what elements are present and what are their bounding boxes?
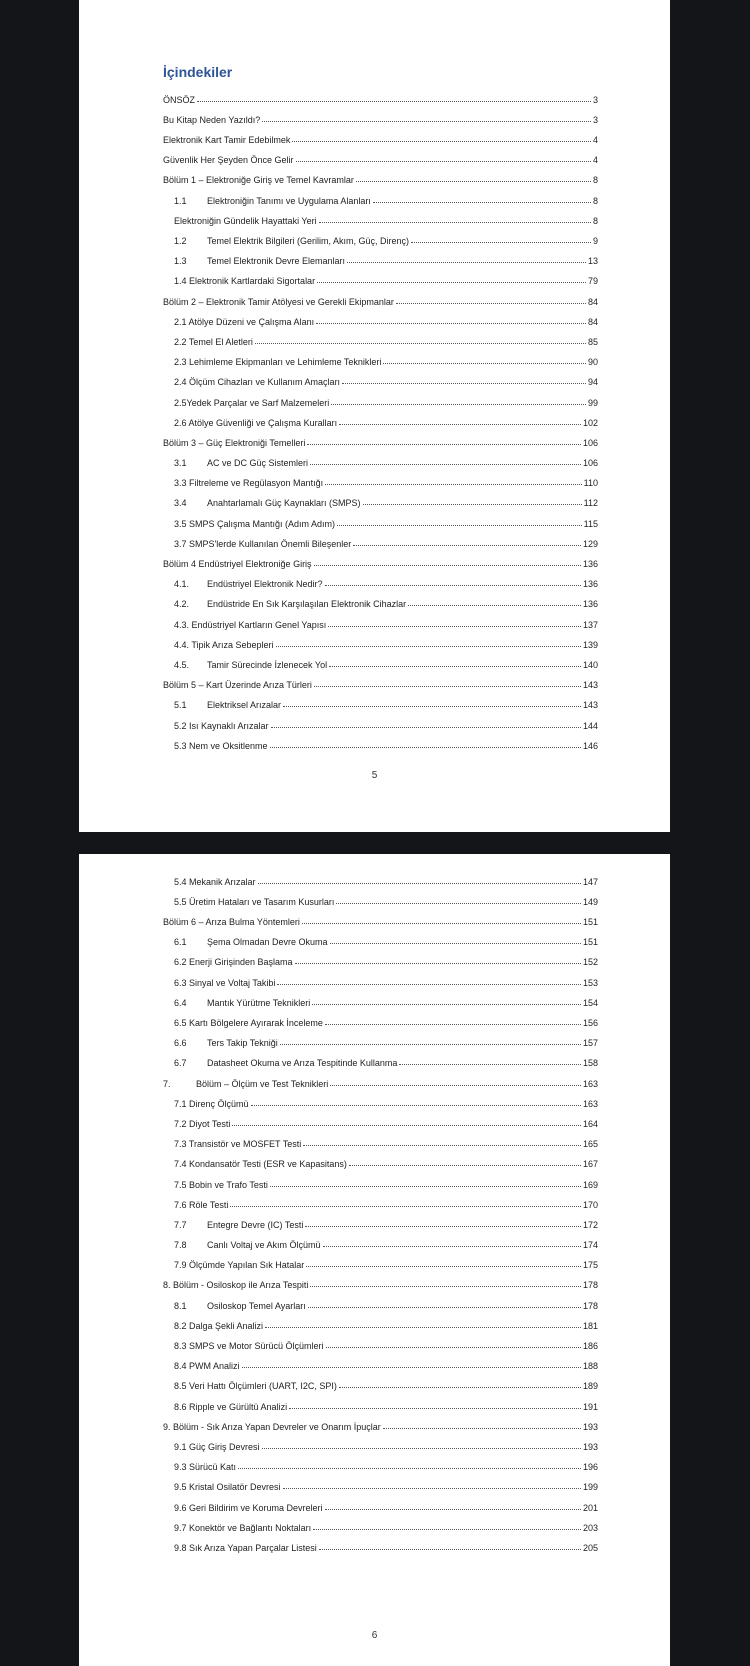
dot-leader: [307, 444, 581, 445]
toc-entry-title: 1.4 Elektronik Kartlardaki Sigortalar: [174, 276, 316, 287]
toc-entry-number: 5.1: [174, 700, 187, 711]
toc-entry: [163, 1048, 598, 1068]
toc-entry-page: 4: [592, 135, 598, 146]
dot-leader: [349, 1165, 581, 1166]
toc-entry: [163, 206, 598, 226]
toc-entry-page: 147: [582, 876, 598, 887]
toc-entry: [163, 1311, 598, 1331]
toc-entry-title: Bölüm 4 Endüstriyel Elektroniğe Giriş: [163, 559, 312, 569]
toc-entry: [163, 690, 598, 710]
toc-entry-page: 181: [582, 1320, 598, 1331]
toc-entry-page: 178: [582, 1280, 598, 1291]
toc-entry-title: 7.3 Transistör ve MOSFET Testi: [174, 1139, 302, 1150]
dot-leader: [262, 121, 591, 122]
toc-entry-page: 3: [592, 94, 598, 105]
toc-entry: [163, 286, 598, 306]
toc-entry: [163, 988, 598, 1008]
dot-leader: [276, 646, 581, 647]
toc-entry-number: 4.1.: [174, 579, 190, 590]
toc-entry-page: 157: [582, 1038, 598, 1049]
toc-entry-page: 8: [592, 195, 598, 206]
toc-entry-title: 6.2 Enerji Girişinden Başlama: [174, 957, 293, 968]
dot-leader: [283, 1488, 581, 1489]
toc-entry-title: Bölüm 1 – Elektroniğe Giriş ve Temel Kavramlar: [163, 175, 354, 186]
toc-entry-page: 137: [582, 619, 598, 630]
dot-leader: [314, 565, 581, 566]
toc-entry-title: 5.5 Üretim Hataları ve Tasarım Kusurları: [174, 896, 335, 907]
toc-entry-title: Bölüm – Ölçüm ve Test Teknikleri: [196, 1078, 329, 1089]
toc-entry-title: Temel Elektronik Devre Elemanları: [207, 256, 346, 267]
toc-entry-page: 149: [582, 896, 598, 907]
toc-entry: [163, 867, 598, 887]
toc-entry: [163, 1270, 598, 1290]
toc-entry-title: Şema Olmadan Devre Okuma: [207, 937, 328, 948]
toc-entry-page: 188: [582, 1361, 598, 1372]
toc-entry-page: 143: [582, 700, 598, 711]
toc-entry-title: 6.3 Sinyal ve Voltaj Takibi: [174, 977, 276, 988]
toc-entry: [163, 1068, 598, 1088]
dot-leader: [339, 1387, 581, 1388]
toc-entry: [163, 569, 598, 589]
dot-leader: [373, 202, 591, 203]
toc-entry: [163, 1412, 598, 1432]
toc-entry-title: 8.2 Dalga Şekli Analizi: [174, 1320, 264, 1331]
toc-entry-title: 4.3. Endüstriyel Kartların Genel Yapısı: [174, 619, 327, 630]
toc-entry: [163, 145, 598, 165]
toc-entry: [163, 185, 598, 205]
toc-entry: [163, 1331, 598, 1351]
toc-entry: [163, 1472, 598, 1492]
dot-leader: [319, 222, 591, 223]
toc-entry-page: 8: [592, 175, 598, 186]
dot-leader: [238, 1468, 581, 1469]
toc-entry: [163, 266, 598, 286]
toc-entry-title: 9.6 Geri Bildirim ve Koruma Devreleri: [174, 1502, 323, 1513]
toc-entry: [163, 367, 598, 387]
toc-entry-page: 158: [582, 1058, 598, 1069]
toc-entry-page: 164: [582, 1118, 598, 1129]
toc-entry-page: 156: [582, 1018, 598, 1028]
toc-entry-title: ÖNSÖZ: [163, 94, 196, 105]
dot-leader: [277, 984, 581, 985]
toc-entry-title: 7.6 Röle Testi: [174, 1199, 229, 1210]
toc-entry: [163, 408, 598, 428]
toc-entry-page: 99: [587, 397, 598, 408]
toc-entry: [163, 1089, 598, 1109]
dot-leader: [319, 1549, 581, 1550]
toc-entry-title: 3.3 Filtreleme ve Regülasyon Mantığı: [174, 478, 324, 489]
toc-entry-page: 167: [582, 1159, 598, 1170]
toc-entry: [163, 1028, 598, 1048]
toc-entry-page: 106: [582, 437, 598, 448]
toc-entry-page: 175: [582, 1260, 598, 1271]
page-number: 5: [371, 770, 378, 781]
dot-leader: [323, 1246, 581, 1247]
toc-entry-page: 172: [582, 1219, 598, 1230]
toc-entry-number: 6.6: [174, 1038, 187, 1049]
toc-entry: [163, 1149, 598, 1169]
toc-entry: [163, 907, 598, 927]
toc-entry-title: Bu Kitap Neden Yazıldı?: [163, 114, 261, 125]
toc-entry-title: 3.5 SMPS Çalışma Mantığı (Adım Adım): [174, 518, 336, 529]
toc-entry-title: 2.3 Lehimleme Ekipmanları ve Lehimleme Teknikleri: [174, 357, 382, 368]
toc-entry: [163, 1391, 598, 1411]
toc-entry-title: Canlı Voltaj ve Akım Ölçümü: [207, 1240, 321, 1251]
dot-leader: [356, 181, 591, 182]
toc-entry-title: 5.4 Mekanik Arızalar: [174, 876, 256, 887]
dot-leader: [331, 404, 586, 405]
toc-entry-page: 4: [592, 155, 598, 166]
dot-leader: [271, 727, 581, 728]
toc-entry: [163, 1210, 598, 1230]
toc-entry-title: Anahtarlamalı Güç Kaynakları (SMPS): [207, 498, 361, 509]
toc-entry-title: 8. Bölüm - Osiloskop ile Arıza Tespiti: [163, 1280, 309, 1291]
toc-entry-title: Ters Takip Tekniği: [207, 1038, 278, 1049]
toc-entry-page: 136: [582, 579, 598, 590]
toc-entry: [163, 468, 598, 488]
toc-entry: [163, 927, 598, 947]
dot-leader: [411, 242, 591, 243]
toc-entry-title: Endüstriyel Elektronik Nedir?: [207, 579, 323, 590]
toc-entry: [163, 1129, 598, 1149]
toc-entry: [163, 589, 598, 609]
toc-entry-number: 6.1: [174, 937, 187, 948]
toc-entry-page: 143: [582, 680, 598, 691]
dot-leader: [303, 1145, 581, 1146]
toc-entry: [163, 630, 598, 650]
dot-leader: [317, 282, 586, 283]
toc-entry: [163, 947, 598, 967]
dot-leader: [242, 1367, 581, 1368]
dot-leader: [353, 545, 581, 546]
toc-entry: [163, 1290, 598, 1310]
toc-entry-title: Bölüm 6 – Arıza Bulma Yöntemleri: [163, 917, 300, 928]
dot-leader: [255, 343, 586, 344]
dot-leader: [302, 923, 581, 924]
toc-entry-page: 186: [582, 1341, 598, 1351]
toc-entry-number: 6.7: [174, 1058, 187, 1069]
toc-entry: [163, 1190, 598, 1210]
toc-entry-page: 85: [587, 336, 598, 347]
toc-entry-page: 112: [583, 498, 598, 509]
dot-leader: [306, 1266, 581, 1267]
toc-list: [163, 867, 598, 1553]
toc-entry: [163, 1230, 598, 1250]
toc-entry-page: 178: [582, 1300, 598, 1311]
toc-entry-title: Tamir Sürecinde İzlenecek Yol: [207, 659, 328, 670]
toc-entry-page: 189: [582, 1381, 598, 1392]
dot-leader: [310, 1286, 581, 1287]
toc-entry-title: Entegre Devre (IC) Testi: [207, 1219, 304, 1230]
toc-entry-title: 9.1 Güç Giriş Devresi: [174, 1441, 260, 1452]
toc-entry-number: 7.8: [174, 1240, 187, 1251]
dot-leader: [230, 1206, 581, 1207]
toc-entry-page: 102: [582, 417, 598, 428]
toc-entry-title: 2.4 Ölçüm Cihazları ve Kullanım Amaçları: [174, 377, 341, 388]
toc-entry: [163, 1250, 598, 1270]
toc-entry: [163, 448, 598, 468]
toc-entry-page: 170: [582, 1199, 598, 1210]
toc-entry-title: 2.5Yedek Parçalar ve Sarf Malzemeleri: [174, 397, 330, 408]
toc-entry-title: 7.1 Direnç Ölçümü: [174, 1098, 249, 1109]
toc-entry-title: 9. Bölüm - Sık Arıza Yapan Devreler ve Onarım İpuçlar: [163, 1421, 381, 1432]
dot-leader: [270, 747, 581, 748]
dot-leader: [326, 1347, 581, 1348]
dot-leader: [295, 963, 581, 964]
toc-entry: [163, 529, 598, 549]
toc-entry-title: Mantık Yürütme Teknikleri: [207, 997, 311, 1008]
toc-entry-title: 7.9 Ölçümde Yapılan Sık Hatalar: [174, 1260, 305, 1271]
toc-entry: [163, 710, 598, 730]
toc-entry-title: 9.8 Sık Arıza Yapan Parçalar Listesi: [174, 1542, 317, 1553]
dot-leader: [339, 424, 581, 425]
toc-entry-page: 146: [582, 740, 598, 751]
dot-leader: [342, 383, 586, 384]
dot-leader: [197, 101, 591, 102]
dot-leader: [313, 1529, 581, 1530]
toc-entry-page: 84: [587, 316, 598, 327]
toc-entry: [163, 1351, 598, 1371]
document-page-6: [79, 854, 670, 1666]
toc-entry: [163, 125, 598, 145]
page-number: 6: [371, 1630, 378, 1641]
toc-entry: [163, 1169, 598, 1189]
toc-entry-page: 153: [582, 977, 598, 988]
toc-entry: [163, 428, 598, 448]
toc-entry: [163, 347, 598, 367]
document-page-5: [79, 0, 670, 832]
toc-entry: [163, 165, 598, 185]
dot-leader: [292, 141, 591, 142]
dot-leader: [289, 1408, 581, 1409]
toc-entry-page: 152: [582, 957, 598, 968]
toc-entry-page: 191: [582, 1401, 598, 1412]
dot-leader: [308, 1307, 581, 1308]
dot-leader: [310, 464, 581, 465]
toc-entry-title: 7.5 Bobin ve Trafo Testi: [174, 1179, 268, 1190]
toc-entry-page: 94: [587, 377, 598, 388]
toc-entry-page: 129: [582, 538, 598, 549]
toc-entry-title: 2.2 Temel El Aletleri: [174, 336, 253, 347]
dot-leader: [399, 1064, 581, 1065]
toc-entry-title: 5.2 Isı Kaynaklı Arızalar: [174, 720, 269, 731]
toc-entry-title: 7.2 Diyot Testi: [174, 1118, 231, 1129]
toc-entry: [163, 105, 598, 125]
dot-leader: [328, 626, 581, 627]
dot-leader: [251, 1105, 581, 1106]
toc-entry-number: 4.2.: [174, 599, 190, 610]
toc-entry-title: 9.3 Sürücü Katı: [174, 1462, 237, 1473]
toc-entry-page: 199: [582, 1482, 598, 1493]
toc-entry-page: 169: [582, 1179, 598, 1190]
toc-entry-page: 205: [582, 1542, 598, 1553]
dot-leader: [383, 363, 586, 364]
toc-entry-page: 140: [582, 659, 598, 670]
dot-leader: [347, 262, 586, 263]
dot-leader: [312, 1004, 581, 1005]
dot-leader: [383, 1428, 581, 1429]
toc-entry: [163, 387, 598, 407]
toc-entry: [163, 1109, 598, 1129]
toc-entry-title: 4.4. Tipik Arıza Sebepleri: [174, 639, 274, 650]
toc-entry-page: 144: [582, 720, 598, 731]
dot-leader: [258, 883, 581, 884]
toc-entry-title: 9.7 Konektör ve Bağlantı Noktaları: [174, 1522, 312, 1533]
dot-leader: [296, 161, 591, 162]
toc-entry-number: 1.1: [174, 195, 187, 206]
toc-entry-title: Bölüm 2 – Elektronik Tamir Atölyesi ve Gerekli Ekipmanlar: [163, 296, 394, 307]
toc-entry: [163, 508, 598, 528]
toc-entry-number: 1.2: [174, 236, 187, 246]
toc-entry-page: 79: [587, 276, 598, 287]
toc-entry-page: 8: [592, 215, 598, 226]
toc-entry-page: 84: [587, 296, 598, 307]
toc-entry-title: AC ve DC Güç Sistemleri: [207, 458, 309, 469]
toc-entry: [163, 887, 598, 907]
toc-entry: [163, 967, 598, 987]
toc-entry-page: 3: [592, 114, 598, 125]
toc-entry: [163, 609, 598, 629]
toc-entry-title: 5.3 Nem ve Oksitlenme: [174, 740, 268, 751]
toc-entry-page: 196: [582, 1462, 598, 1473]
toc-entry-title: Endüstride En Sık Karşılaşılan Elektronik Cihazlar: [207, 599, 407, 610]
dot-leader: [314, 686, 581, 687]
toc-entry: [163, 1371, 598, 1391]
toc-entry-page: 163: [582, 1078, 598, 1089]
dot-leader: [232, 1125, 581, 1126]
toc-entry-number: 3.4: [174, 498, 187, 509]
toc-entry-page: 151: [582, 937, 598, 948]
dot-leader: [316, 323, 586, 324]
toc-entry-number: 7.: [163, 1078, 171, 1089]
toc-entry: [163, 1452, 598, 1472]
toc-entry-page: 115: [583, 518, 598, 529]
toc-entry-number: 1.3: [174, 256, 187, 267]
toc-entry-title: 2.6 Atölye Güvenliği ve Çalışma Kuralları: [174, 417, 338, 428]
dot-leader: [408, 605, 581, 606]
toc-entry-title: 6.5 Kartı Bölgelere Ayırarak İnceleme: [174, 1018, 323, 1028]
toc-entry-number: 4.5.: [174, 659, 190, 670]
toc-entry: [163, 1008, 598, 1028]
toc-entry-title: 8.5 Veri Hattı Ölçümleri (UART, I2C, SPI): [174, 1381, 337, 1392]
toc-entry-title: 8.6 Ripple ve Gürültü Analizi: [174, 1401, 288, 1412]
toc-entry: [163, 307, 598, 327]
toc-entry: [163, 1432, 598, 1452]
toc-entry-page: 110: [583, 478, 598, 489]
toc-entry-page: 151: [582, 917, 598, 928]
toc-entry-page: 136: [582, 559, 598, 569]
toc-entry: [163, 1513, 598, 1533]
dot-leader: [265, 1327, 581, 1328]
dot-leader: [330, 1085, 581, 1086]
toc-entry-title: 3.7 SMPS'lerde Kullanılan Önemli Bileşenler: [174, 538, 352, 549]
toc-entry-title: Elektronik Kart Tamir Edebilmek: [163, 135, 291, 146]
dot-leader: [270, 1186, 581, 1187]
dot-leader: [363, 504, 582, 505]
toc-entry: [163, 246, 598, 266]
toc-entry: [163, 226, 598, 246]
toc-entry-page: 201: [582, 1502, 598, 1513]
dot-leader: [329, 666, 581, 667]
toc-entry-page: 163: [582, 1098, 598, 1109]
dot-leader: [283, 706, 581, 707]
toc-entry: [163, 488, 598, 508]
toc-entry-page: 203: [582, 1522, 598, 1533]
toc-entry-title: 7.4 Kondansatör Testi (ESR ve Kapasitans): [174, 1159, 347, 1170]
toc-entry-page: 9: [592, 236, 598, 246]
toc-entry: [163, 650, 598, 670]
toc-entry-title: Datasheet Okuma ve Arıza Tespitinde Kullanma: [207, 1058, 398, 1069]
toc-entry-page: 174: [582, 1240, 598, 1251]
toc-entry: [163, 1492, 598, 1512]
toc-entry-page: 136: [582, 599, 598, 610]
toc-entry: [163, 670, 598, 690]
toc-entry-number: 7.7: [174, 1219, 187, 1230]
toc-entry-page: 106: [582, 458, 598, 469]
toc-entry-title: 9.5 Kristal Osilatör Devresi: [174, 1482, 281, 1493]
toc-entry-page: 193: [582, 1421, 598, 1432]
toc-entry-title: Temel Elektrik Bilgileri (Gerilim, Akım, Güç, Direnç): [207, 236, 410, 246]
toc-entry-number: 3.1: [174, 458, 187, 469]
toc-entry-page: 139: [582, 639, 598, 650]
toc-entry-title: Elektriksel Arızalar: [207, 700, 282, 711]
toc-entry: [163, 327, 598, 347]
dot-leader: [325, 484, 582, 485]
toc-entry-page: 154: [582, 997, 598, 1008]
toc-entry-page: 193: [582, 1441, 598, 1452]
toc-entry: [163, 731, 598, 751]
dot-leader: [337, 525, 582, 526]
toc-entry: [163, 549, 598, 569]
toc-entry-page: 165: [582, 1139, 598, 1150]
dot-leader: [396, 303, 586, 304]
toc-entry-title: 8.3 SMPS ve Motor Sürücü Ölçümleri: [174, 1341, 324, 1351]
dot-leader: [325, 1024, 581, 1025]
toc-entry-title: 2.1 Atölye Düzeni ve Çalışma Alanı: [174, 316, 315, 327]
toc-list: [163, 85, 598, 751]
toc-entry: [163, 85, 598, 105]
toc-heading: İçindekiler: [163, 64, 233, 80]
dot-leader: [325, 585, 581, 586]
dot-leader: [280, 1044, 581, 1045]
dot-leader: [305, 1226, 581, 1227]
toc-entry-page: 90: [587, 357, 598, 368]
toc-entry-title: Elektroniğin Gündelik Hayattaki Yeri: [174, 215, 317, 226]
dot-leader: [262, 1448, 581, 1449]
toc-entry-number: 8.1: [174, 1300, 187, 1311]
dot-leader: [325, 1509, 581, 1510]
toc-entry-page: 13: [587, 256, 598, 267]
toc-entry-title: Bölüm 5 – Kart Üzerinde Arıza Türleri: [163, 680, 312, 691]
toc-entry-title: Elektroniğin Tanımı ve Uygulama Alanları: [207, 195, 371, 206]
toc-entry-title: Bölüm 3 – Güç Elektroniği Temelleri: [163, 437, 306, 448]
toc-entry-title: 8.4 PWM Analizi: [174, 1361, 240, 1372]
toc-entry-title: Osiloskop Temel Ayarları: [207, 1300, 306, 1311]
dot-leader: [330, 943, 581, 944]
dot-leader: [336, 903, 581, 904]
toc-entry-title: Güvenlik Her Şeyden Önce Gelir: [163, 155, 294, 166]
toc-entry: [163, 1533, 598, 1553]
toc-entry-number: 6.4: [174, 997, 187, 1008]
